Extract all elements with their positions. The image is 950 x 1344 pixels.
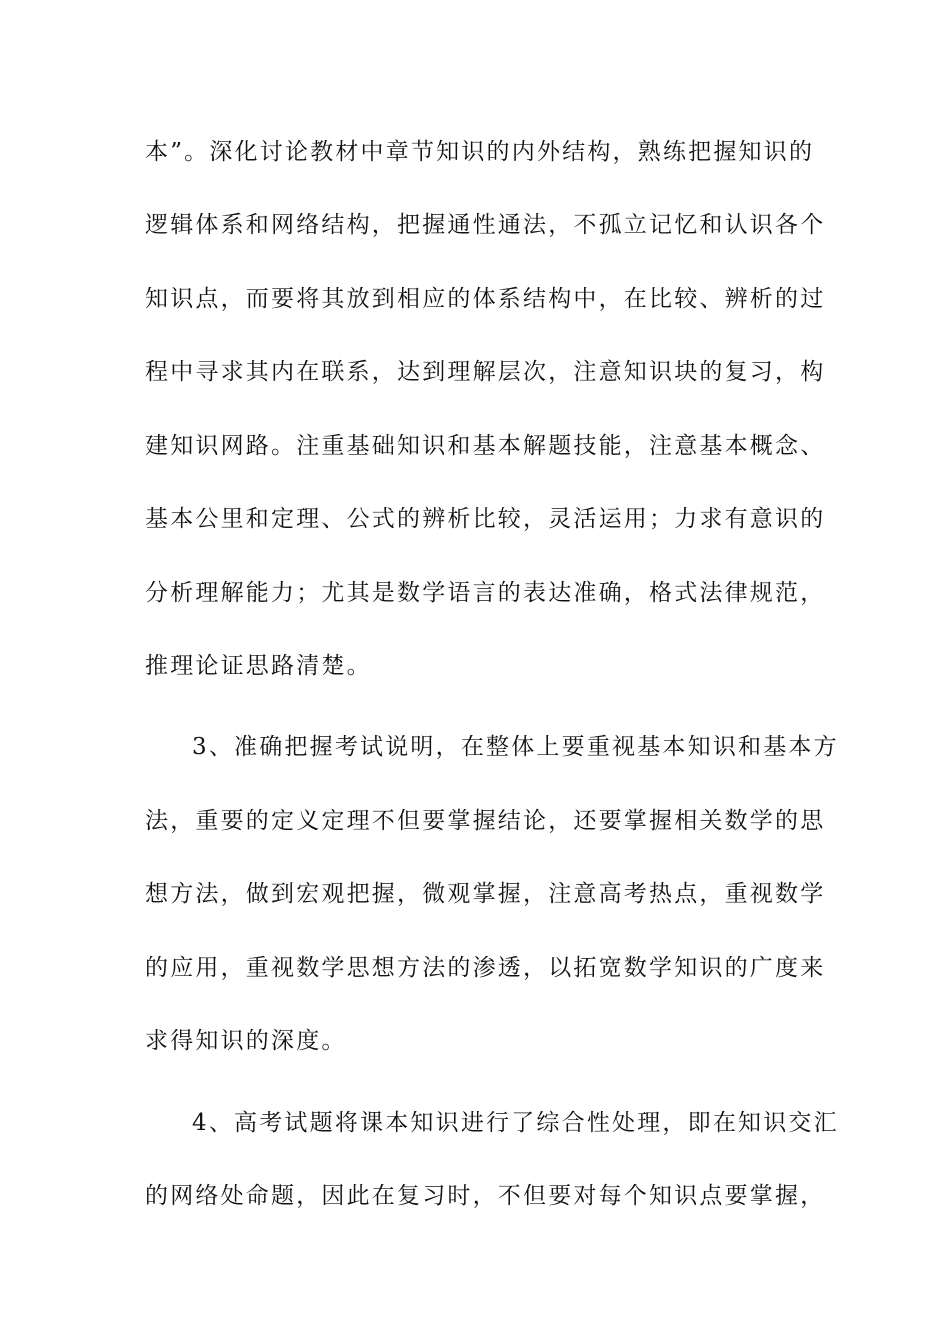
paragraph-3-line-2: 的网络处命题，因此在复习时，不但要对每个知识点要掌握， bbox=[145, 1183, 826, 1209]
paragraph-2-line-1: 3、准确把握考试说明，在整体上要重视基本知识和基本方 bbox=[192, 734, 839, 760]
paragraph-1-line-7: 分析理解能力；尤其是数学语言的表达准确，格式法律规范， bbox=[145, 580, 826, 606]
paragraph-1-line-1: 本”。深化讨论教材中章节知识的内外结构，熟练把握知识的 bbox=[145, 139, 815, 165]
paragraph-1-line-8: 推理论证思路清楚。 bbox=[145, 653, 372, 679]
paragraph-1-line-6: 基本公里和定理、公式的辨析比较，灵活运用；力求有意识的 bbox=[145, 506, 826, 532]
paragraph-1-line-5: 建知识网路。注重基础知识和基本解题技能，注意基本概念、 bbox=[145, 433, 826, 459]
paragraph-2-line-5: 求得知识的深度。 bbox=[145, 1028, 347, 1054]
paragraph-3-line-1: 4、高考试题将课本知识进行了综合性处理，即在知识交汇 bbox=[192, 1110, 839, 1136]
paragraph-1-line-4: 程中寻求其内在联系，达到理解层次，注意知识块的复习，构 bbox=[145, 359, 826, 385]
paragraph-2-line-4: 的应用，重视数学思想方法的渗透，以拓宽数学知识的广度来 bbox=[145, 955, 826, 981]
paragraph-2-line-3: 想方法，做到宏观把握，微观掌握，注意高考热点，重视数学 bbox=[145, 881, 826, 907]
paragraph-1-line-2: 逻辑体系和网络结构，把握通性通法，不孤立记忆和认识各个 bbox=[145, 212, 826, 238]
paragraph-1-line-3: 知识点，而要将其放到相应的体系结构中，在比较、辨析的过 bbox=[145, 286, 826, 312]
paragraph-2-line-2: 法，重要的定义定理不但要掌握结论，还要掌握相关数学的思 bbox=[145, 808, 826, 834]
